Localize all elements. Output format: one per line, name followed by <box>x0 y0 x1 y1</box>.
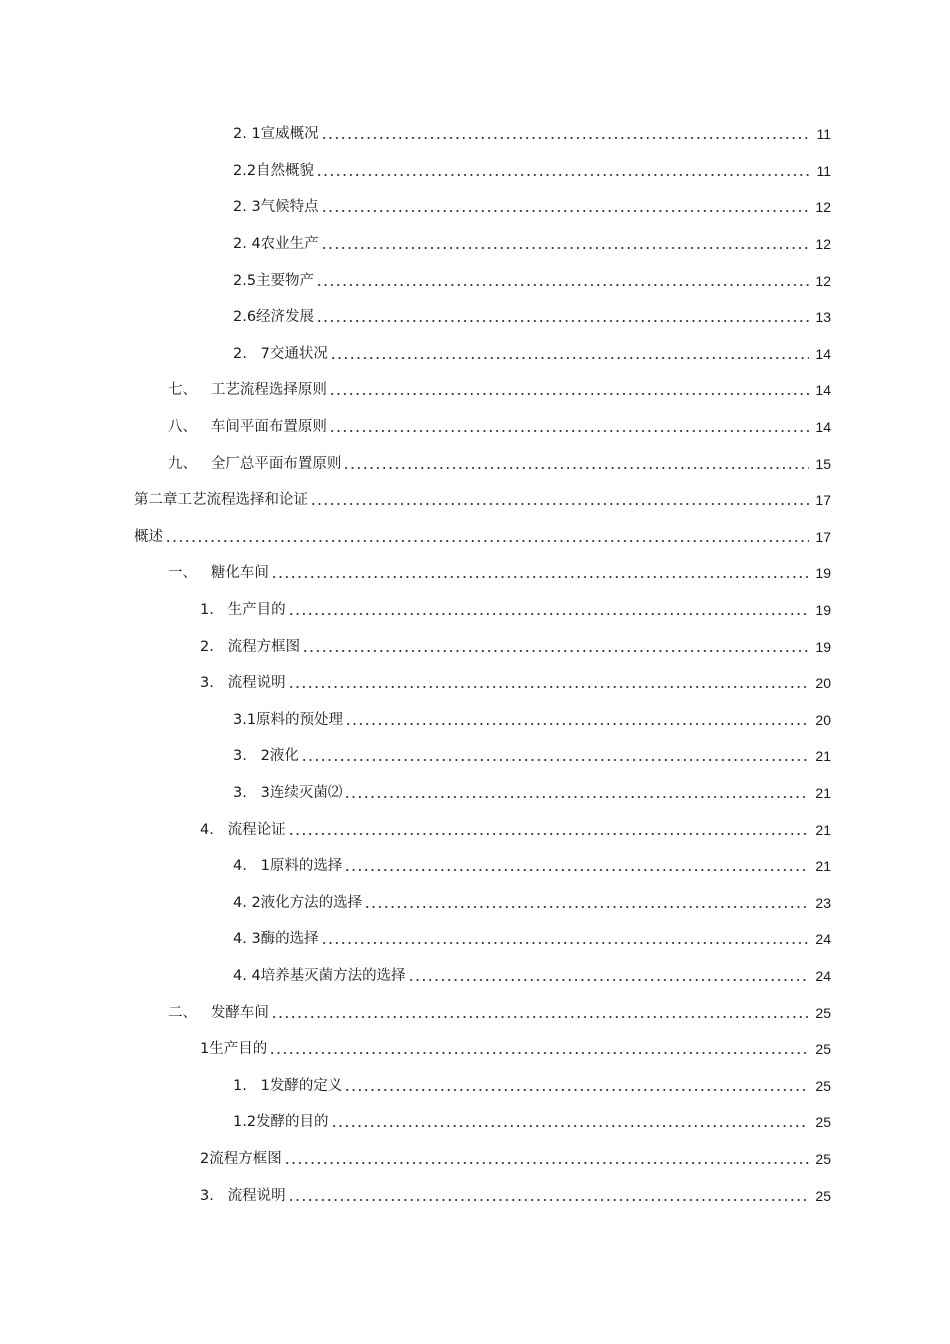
dot-leader <box>321 210 809 212</box>
toc-entry-page-number: 12 <box>815 272 831 289</box>
toc-entry[interactable] <box>0 1141 950 1178</box>
toc-entry-title: 2. 1宣威概况 <box>233 126 319 143</box>
dot-leader <box>288 833 809 835</box>
dot-leader <box>329 430 809 432</box>
toc-entry-title: 3. 流程说明 <box>200 675 286 692</box>
toc-entry[interactable] <box>0 262 950 299</box>
toc-entry-page-number: 21 <box>815 858 831 875</box>
toc-entry-title: 1生产目的 <box>200 1041 268 1058</box>
dot-leader <box>408 979 809 981</box>
toc-entry[interactable] <box>0 592 950 629</box>
toc-entry-page-number: 12 <box>815 236 831 253</box>
toc-entry-page-number: 25 <box>815 1077 831 1094</box>
toc-entry[interactable] <box>0 445 950 482</box>
toc-entry-page-number: 12 <box>815 199 831 216</box>
toc-entry-page-number: 20 <box>815 711 831 728</box>
toc-entry-title: 2. 7交通状况 <box>233 345 328 362</box>
toc-entry-page-number: 19 <box>815 638 831 655</box>
toc-entry[interactable] <box>0 811 950 848</box>
toc-entry-page-number: 17 <box>815 492 831 509</box>
toc-entry[interactable] <box>0 628 950 665</box>
toc-entry-page-number: 23 <box>815 894 831 911</box>
dot-leader <box>344 869 809 871</box>
table-of-contents <box>0 116 950 1214</box>
toc-entry[interactable] <box>0 1104 950 1141</box>
toc-entry[interactable] <box>0 153 950 190</box>
toc-entry-title: 2流程方框图 <box>200 1150 282 1167</box>
toc-entry-page-number: 14 <box>815 382 831 399</box>
toc-entry-page-number: 21 <box>815 784 831 801</box>
toc-entry[interactable] <box>0 555 950 592</box>
toc-entry[interactable] <box>0 336 950 373</box>
toc-entry[interactable] <box>0 189 950 226</box>
toc-entry-page-number: 11 <box>816 126 831 143</box>
toc-entry[interactable] <box>0 921 950 958</box>
toc-entry-title: 2.6经济发展 <box>233 309 315 326</box>
toc-entry-page-number: 25 <box>815 1150 831 1167</box>
toc-entry-page-number: 17 <box>815 528 831 545</box>
toc-entry-title: 1. 生产目的 <box>200 602 286 619</box>
toc-entry[interactable] <box>0 738 950 775</box>
toc-entry[interactable] <box>0 299 950 336</box>
dot-leader <box>288 613 809 615</box>
toc-entry[interactable] <box>0 116 950 153</box>
toc-entry[interactable] <box>0 519 950 556</box>
dot-leader <box>321 247 809 249</box>
toc-entry-title: 七、 工艺流程选择原则 <box>168 382 327 399</box>
toc-entry[interactable] <box>0 665 950 702</box>
dot-leader <box>316 320 809 322</box>
dot-leader <box>269 1052 809 1054</box>
dot-leader <box>302 650 809 652</box>
toc-entry-title: 4. 2液化方法的选择 <box>233 894 363 911</box>
dot-leader <box>165 540 809 542</box>
dot-leader <box>345 723 809 725</box>
toc-entry-page-number: 25 <box>815 1114 831 1131</box>
toc-entry[interactable] <box>0 884 950 921</box>
toc-entry-page-number: 19 <box>815 565 831 582</box>
dot-leader <box>330 357 809 359</box>
dot-leader <box>288 686 809 688</box>
toc-entry-page-number: 13 <box>815 309 831 326</box>
dot-leader <box>364 906 809 908</box>
toc-entry-page-number: 14 <box>815 419 831 436</box>
toc-entry[interactable] <box>0 372 950 409</box>
toc-entry[interactable] <box>0 994 950 1031</box>
dot-leader <box>329 393 809 395</box>
toc-entry-title: 4. 流程论证 <box>200 821 286 838</box>
toc-entry-title: 2. 4农业生产 <box>233 236 319 253</box>
toc-entry-page-number: 25 <box>815 1041 831 1058</box>
toc-entry[interactable] <box>0 702 950 739</box>
toc-entry-page-number: 24 <box>815 931 831 948</box>
toc-entry-title: 1. 1发酵的定义 <box>233 1077 343 1094</box>
dot-leader <box>321 942 809 944</box>
dot-leader <box>301 759 809 761</box>
toc-entry[interactable] <box>0 409 950 446</box>
dot-leader <box>316 174 809 176</box>
toc-entry-title: 概述 <box>134 528 163 545</box>
dot-leader <box>321 137 809 139</box>
toc-entry[interactable] <box>0 958 950 995</box>
toc-entry[interactable] <box>0 1031 950 1068</box>
toc-entry-title: 3.1原料的预处理 <box>233 711 344 728</box>
toc-entry-title: 1.2发酵的目的 <box>233 1114 329 1131</box>
toc-entry-page-number: 19 <box>815 602 831 619</box>
toc-entry-title: 八、 车间平面布置原则 <box>168 419 327 436</box>
toc-entry[interactable] <box>0 848 950 885</box>
dot-leader <box>310 503 809 505</box>
toc-entry[interactable] <box>0 1067 950 1104</box>
dot-leader <box>343 467 809 469</box>
toc-entry-title: 2. 3气候特点 <box>233 199 319 216</box>
dot-leader <box>344 796 809 798</box>
toc-entry-page-number: 25 <box>815 1187 831 1204</box>
toc-entry-title: 2.5主要物产 <box>233 272 315 289</box>
toc-entry-page-number: 21 <box>815 748 831 765</box>
toc-entry-title: 第二章工艺流程选择和论证 <box>134 492 308 509</box>
dot-leader <box>271 576 809 578</box>
toc-entry-title: 二、 发酵车间 <box>168 1004 269 1021</box>
toc-entry[interactable] <box>0 775 950 812</box>
toc-entry-page-number: 24 <box>815 967 831 984</box>
toc-entry-title: 4. 3酶的选择 <box>233 931 319 948</box>
toc-entry-page-number: 21 <box>815 821 831 838</box>
toc-entry-title: 3. 流程说明 <box>200 1187 286 1204</box>
toc-entry[interactable] <box>0 1177 950 1214</box>
toc-entry-page-number: 15 <box>815 455 831 472</box>
toc-entry-title: 2.2自然概貌 <box>233 162 315 179</box>
toc-entry-title: 一、 糖化车间 <box>168 565 269 582</box>
toc-entry[interactable] <box>0 482 950 519</box>
dot-leader <box>344 1089 809 1091</box>
dot-leader <box>288 1199 809 1201</box>
toc-entry-page-number: 25 <box>815 1004 831 1021</box>
dot-leader <box>271 1016 809 1018</box>
toc-entry-title: 九、 全厂总平面布置原则 <box>168 455 342 472</box>
dot-leader <box>316 284 809 286</box>
dot-leader <box>284 1162 809 1164</box>
toc-entry-title: 3. 2液化 <box>233 748 299 765</box>
toc-entry-page-number: 11 <box>816 162 831 179</box>
toc-entry-title: 3. 3连续灭菌⑵ <box>233 784 343 801</box>
toc-entry-title: 4. 4培养基灭菌方法的选择 <box>233 967 406 984</box>
toc-entry-page-number: 20 <box>815 675 831 692</box>
toc-entry-page-number: 14 <box>815 345 831 362</box>
toc-entry[interactable] <box>0 226 950 263</box>
toc-entry-title: 2. 流程方框图 <box>200 638 301 655</box>
toc-entry-title: 4. 1原料的选择 <box>233 858 343 875</box>
dot-leader <box>331 1125 809 1127</box>
